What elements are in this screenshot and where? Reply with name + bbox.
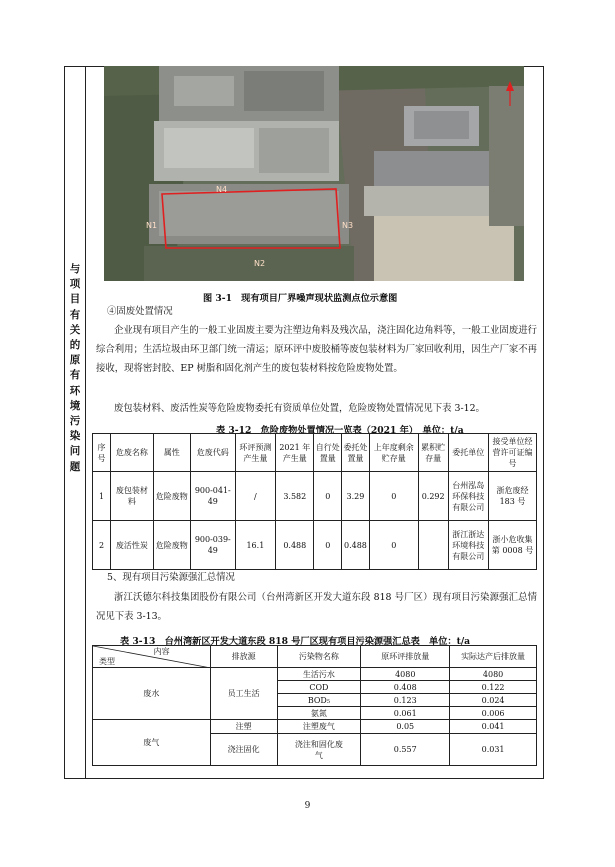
col-header: 危废代码 bbox=[190, 434, 235, 472]
para-summary: 浙江沃德尔科技集团股份有限公司（台州湾新区开发大道东段 818 号厂区）现有项目污染源强汇总情况见下表 3-13。 bbox=[96, 592, 537, 622]
header-content: 内容 bbox=[153, 647, 170, 656]
table-3-13-caption: 表 3-13 台州湾新区开发大道东段 818 号厂区现有项目污染源强汇总表 单位：t/a bbox=[120, 636, 471, 647]
col-header: 2021 年产生量 bbox=[276, 434, 314, 472]
col-header: 危废名称 bbox=[111, 434, 154, 472]
side-label: 与项目有关的原有环境污染问题 bbox=[69, 263, 81, 473]
table-row: 氨氮 0.061 0.006 bbox=[93, 707, 537, 720]
col-header: 实际达产后排放量 bbox=[450, 646, 537, 668]
col-header: 接受单位经营许可证编号 bbox=[489, 434, 537, 472]
table-row: 浇注固化 浇注和固化废气 0.557 0.031 bbox=[93, 734, 537, 766]
table-row: 废气 注塑 注塑废气 0.05 0.041 bbox=[93, 720, 537, 734]
diagonal-header-cell bbox=[93, 646, 211, 668]
type-water: 废水 bbox=[93, 668, 211, 720]
map-label-n1: N1 bbox=[146, 221, 158, 230]
hazardous-waste-table bbox=[92, 433, 537, 570]
col-header: 属性 bbox=[153, 434, 190, 472]
col-header: 序号 bbox=[93, 434, 111, 472]
table-row: 废水 员工生活 生活污水 4080 4080 bbox=[93, 668, 537, 681]
section-summary: 5、现有项目污染源强汇总情况 bbox=[107, 572, 235, 583]
col-header: 自行处置量 bbox=[314, 434, 342, 472]
col-header: 原环评排放量 bbox=[361, 646, 450, 668]
section-solid-waste: ④固废处置情况 bbox=[107, 306, 173, 317]
col-header: 环评预测产生量 bbox=[235, 434, 275, 472]
col-header: 上年度剩余贮存量 bbox=[369, 434, 418, 472]
map-label-n3: N3 bbox=[342, 221, 354, 230]
source-staff-life: 员工生活 bbox=[210, 668, 277, 720]
page-number: 9 bbox=[304, 801, 311, 811]
table-row: 1 废包装材料 危险废物 900-041-49 / 3.582 0 3.29 0 0.292 台州泓岛环保科技有限公司 浙危废经 183 号 bbox=[93, 472, 537, 521]
col-header: 委托单位 bbox=[448, 434, 488, 472]
col-header: 排放源 bbox=[210, 646, 277, 668]
col-header: 委托处置量 bbox=[342, 434, 370, 472]
col-header: 污染物名称 bbox=[277, 646, 361, 668]
para-solid-waste-1: 企业现有项目产生的一般工业固废主要为注塑边角料及残次品，浇注固化边角料等，一般工业固废进行综合利用；生活垃圾由环卫部门统一清运；原环评中废胶桶等废包装材料为厂家回收利用，因生产厂家不再接收，现将密封胶、EP 树脂和固化剂产生的废包装材料按危险废物处置。 bbox=[96, 325, 537, 374]
map-label-n2: N2 bbox=[254, 259, 266, 268]
table-row: 2 废活性炭 危险废物 900-039-49 16.1 0.488 0 0.488 0 浙江浙达环境科技有限公司 浙小危收集第 0008 号 bbox=[93, 521, 537, 570]
table-row: BOD₅ 0.123 0.024 bbox=[93, 694, 537, 707]
table-row: COD 0.408 0.122 bbox=[93, 681, 537, 694]
para-solid-waste-2: 废包装材料、废活性炭等危险废物委托有资质单位处置，危险废物处置情况见下表 3-12。 bbox=[114, 403, 485, 414]
aerial-map-image bbox=[104, 66, 524, 281]
type-gas: 废气 bbox=[93, 720, 211, 766]
pollution-summary-table bbox=[92, 645, 537, 766]
table-3-12-caption: 表 3-12 危险废物处置情况一览表（2021 年） 单位：t/a bbox=[216, 425, 464, 436]
col-header: 累积贮存量 bbox=[418, 434, 448, 472]
map-label-n4: N4 bbox=[216, 185, 228, 194]
header-type: 类型 bbox=[99, 657, 115, 666]
figure-caption: 图 3-1 现有项目厂界噪声现状监测点位示意图 bbox=[203, 293, 398, 304]
